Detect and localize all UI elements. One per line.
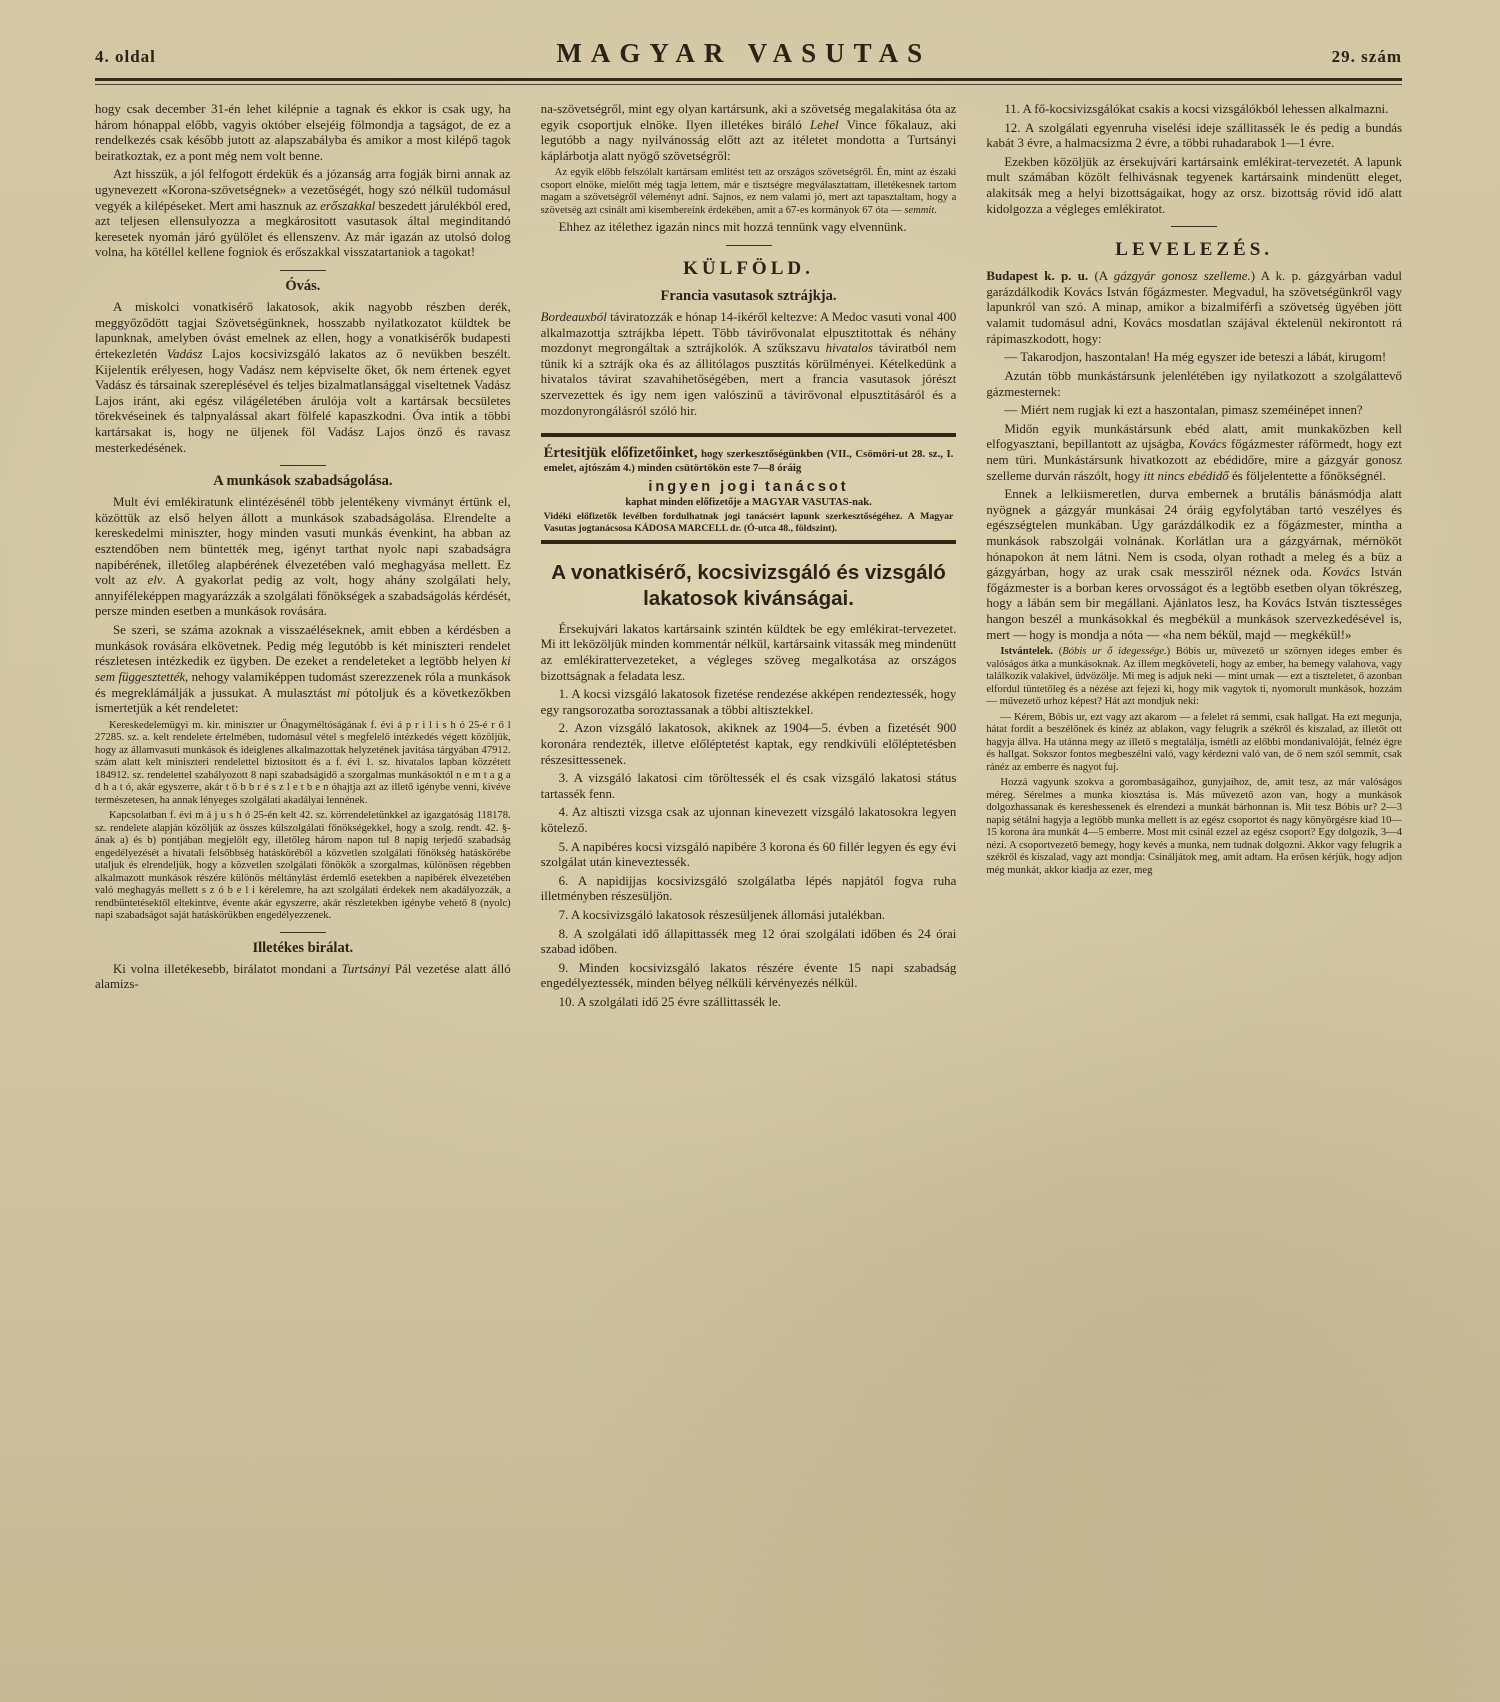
article-heading: Óvás. [285,278,321,295]
section-divider [280,270,326,271]
fine-print-paragraph: Kapcsolatban f. évi m á j u s h ó 25-én kelt 42. sz. körrendeletünkkel az igazgatóság 118178. sz. rendelete alapján közöljük az összes külszolgálati főnökségekkel, hogy a szolg. rendt. 42. §-ának a) és b) pontjában megjelölt egy, illetőleg három napon tul 8 napig terjedő szabadság engedélyezését a hivatali felsőbbség hatásköréből a közvetlen szolgálati főnökség hatáskörébe utaljuk és elrendeljük, hogy a közvetlen szolgálati főnökök a szorgalmas, különösen régebben alkalmazott munkások részére különös méltánylást érdemlő esetekben a napibérek élvezetében való meghagyás mellett s z ó b e l i kérelemre, ha azt szolgálati érdekek nem akadályozzák, a rendbüntetésektől eltekintve, évente akár egyszerre, akár részletekben igénybe vehető 8 (nyolc) napi szabadságot saját hatáskörükben engedélyezzenek. [95,810,511,922]
paragraph: — Takarodjon, haszontalan! Ha még egyszer ide beteszi a lábát, kirugom! [1004,350,1387,365]
paragraph: Ehhez az itélethez igazán nincs mit hozzá tennünk vagy elvennünk. [558,220,907,235]
header-rule-thin [95,84,1402,85]
notice-text: Értesitjük előfizetőinket, hogy szerkesztőségünkben (VII., Csömöri-ut 28. sz., I. emelet, ajtószám 4.) minden csütörtökön este 7—8 óráig [543,445,954,475]
paragraph: 5. A napibéres kocsi vizsgáló napibére 3 korona és 60 fillér legyen és egy évi szolgálat után kineveztessék. [540,839,957,870]
column-middle [541,102,957,1680]
masthead-title: MAGYAR VASUTAS [556,38,932,68]
header-rule-thick [95,78,1402,81]
paragraph: Budapest k. p. u. (A gázgyár gonosz szelleme.) A k. p. gázgyárban vadul garázdálkodik Kovács István főgázmester. Megvadul, ha szövetségünkről vagy lapunkról van szó. A minap, amikor a bizalmiférfi a szövetség ügyében jött valamit tudomásul adni, Kovács mosdatlan szájával éktelenül nekirontott rá rápimaszkodott, hogy: [986,269,1402,346]
fine-print-paragraph: Hozzá vagyunk szokva a gorombaságaihoz, gunyjaihoz, de, amit tesz, az már valóságos méreg. Sérelmes a munka kiosztása is. Más művezető azon van, hogy a munkások dolgozhassanak és kereshessenek és elrendezi a munkát bárhonnan is. Mit tesz Bóbis ur? 2—3 napig sétálni hagyja a legtöbb munka mellett is az egész csoportot és nagy könyörgésre kiad 10—15 korona ára munkát 4—5 emberre. Most mit csinál ezzel az egész csoport? Egy dolgozik, 3—4 nézi. A csoportvezető bemegy, hogy kevés a munka, nem tudnak dolgozni. Akkor vagy felugrik a székről és kiszalad, vagy azt mondja: Csináljátok meg, amit adtam. Ha erősen kérjük, hogy adjon még munkát, akkor kiadja az ezer, meg [986,777,1402,876]
fine-print-paragraph: Istvántelek. (Bóbis ur ő idegessége.) Bóbis ur, müvezető ur szörnyen ideges ember és valóságos átka a munkásoknak. Az illem megköveteli, hogy az ember, ha bemegy valahova, vagy találkozik valakivel, üdvözölje. Mi meg is adjuk neki — mint urnak — ezt a tiszteletet, ő azonban elfordul tüntetőleg és a nézése azt fejezi ki, hogy mik vagytok ti, nyomorult munkások, hozzám — művezető urhoz képest? Hát azt mondjuk neki: [986,646,1402,708]
paragraph: Érsekujvári lakatos kartársaink szintén küldtek be egy emlékirat-tervezetet. Mi itt leközöljük minden kommentár nélkül, kartársaink vitassák meg mindenütt az emlékirattervezeteket, a végleges szöveg megalkotása az országos bizottságnak a feladata lesz. [540,621,957,683]
section-divider [726,245,772,246]
page-number: 4. oldal [95,47,156,66]
column-left [95,102,511,1680]
article-heading: A vonatkisérő, kocsivizsgáló és vizsgáló lakatosok kivánságai. [551,561,946,611]
paragraph: Bordeauxból táviratozzák e hónap 14-ikéről keltezve: A Medoc vasuti vonal 400 alkalmazottja sztrájkba lépett. Több távirővonalat elpusztitottak és néhány mozdonyt megrongáltak a sztrájkolók. A szűkszavu hivatalos táviratból nem tünik ki a sztrájk oka és az állitólagos pusztitás körülményei. Kételkedünk a hivatalos távirat szavahihetőségében, mert a francia vasutasok jórészt szervezettek és igy nem igen valószinű a távirővonal elpusztitásáról és a mozdonyrongálásról szóló hir. [540,310,957,418]
paragraph: Ezekben közöljük az érsekujvári kartársaink emlékirat-tervezetét. A lapunk mult számában közölt felhivásnak tegyenek kartársaink mindenütt eleget, alakitsák meg a helyi bizottságaikat, hogy az orsz. bizottság rövid idő alatt kidolgozza a végleges emlékiratot. [986,154,1402,216]
section-divider [280,932,326,933]
article-columns [95,102,1402,1680]
issue-number: 29. szám [1331,47,1402,66]
article-heading: A munkások szabadságolása. [213,473,393,490]
section-heading: KÜLFÖLD. [683,258,814,280]
paragraph: Azután több munkástársunk jelenlétében igy nyilatkozott a szolgálattevő gázmesternek: [986,368,1402,399]
fine-print-paragraph: Kereskedelemügyi m. kir. miniszter ur Őnagyméltóságának f. évi á p r i l i s h ó 25-é r ő l 27285. sz. a. kelt rendelete értelmében, tudomásul vétel s megfelelő intézkedés végett közöljük, hogy az államvasuti munkások és ideiglenes alkalmazottak helyzetének javitása tárgyában 47912. szám alatt kelt miniszteri rendelettel biztositott és a f. évi 1. sz. hivatalos lapban közzétett 184912. sz. rendelettel szabályozott 8 napi szabadságidő a szorgalmas munkásoktól n e m t a g a d h a t ó, akár egyszerre, akár t ö b b r é s z l e t b e n óhajtja azt az illető igénybe venni, kivéve természetesen, ha annak lényeges szolgálati akadályai lennének. [95,719,511,806]
notice-title: ingyen jogi tanácsot [648,478,849,495]
article-heading: Illetékes birálat. [252,939,354,956]
page-header [95,38,1402,69]
paragraph: hogy csak december 31-én lehet kilépnie a tagnak és ekkor is csak ugy, ha három hónappal előbb, vagyis október elsejéig fölmondja a tagságot, de ez a rendelkezés csak később jutott az alapszabályba és amikor a most kilépő tagok beiratkoztak, ez a pont még nem volt benne. [95,102,511,163]
article-heading: Francia vasutasok sztrájkja. [660,288,837,305]
section-divider [1171,226,1217,227]
paragraph: 12. A szolgálati egyenruha viselési ideje szállitassék le és pedig a bundás kabát 3 évre, a halmacsizma 2 évre, a többi ruhadarabok 1—1 évre. [986,120,1402,151]
paragraph: Midőn egyik munkástársunk ebéd alatt, amit munkaközben kell elfogyasztani, bepillantott az ujságba, Kovács főgázmester ráförmedt, hogy ezt nem türi. Munkástársunk hivatkozott az ebédidőre, mire a gázgyár gonosz szelleme durván rászólt, hogy itt nincs ebédidő és följelentette a főnökségnél. [986,421,1402,483]
paragraph: 8. A szolgálati idő állapittassék meg 12 órai szolgálati időben és 24 órai szabad időben. [540,926,957,957]
paragraph: 1. A kocsi vizsgáló lakatosok fizetése rendezése akképen rendeztessék, hogy egy rangsorozatba soroztassanak a többi altisztekkel. [540,687,957,717]
paragraph: — Miért nem rugjak ki ezt a haszontalan, pimasz szeméinépet innen? [1004,403,1363,418]
paragraph: 3. A vizsgáló lakatosi cim töröltessék el és csak vizsgáló lakatosi státus tartassék fenn. [540,771,957,801]
notice-text: Vidéki előfizetők levélben fordulhatnak jogi tanácsért lapunk szerkesztőségéhez. A Magyar Vasutas jogtanácsosa KÁDOSA MARCELL dr. (Ó-utca 48., földszint). [543,510,954,534]
paragraph: 11. A fő-kocsivizsgálókat csakis a kocsi vizsgálókból lehessen alkalmazni. [1004,102,1389,116]
paragraph: 7. A kocsivizsgáló lakatosok részesüljenek állomási jutalékban. [558,908,886,923]
paragraph: A miskolci vonatkisérő lakatosok, akik nagyobb részben derék, meggyőződött tagjai Szövetségünknek, hosszabb nyilatkozatot küldtek be lapunknak, amelyben óvást emelnek az ellen, hogy a vonatkisérők budapesti értekezletén Vadász Lajos kocsivizsgáló lakatos az ő nevükben beszélt. Kijelentik erélyesen, hogy Vadász nem képviselte őket, ők nem értenek egyet Vadász és társainak szereplésével és teljes bizalmatlansággal viseltetnek Vadász Lajos iránt, aki egész világéletében árulója volt a kartársak becsületes törekvéseinek és talpnyalással akart fölfelé kapaszkodni. Óva intik a többi kartársakat is, hogy ne üljenek föl Vadász Lajos önző és ravasz mesterkedésének. [95,300,511,455]
fine-print-paragraph: — Kérem, Bóbis ur, ezt vagy azt akarom — a felelet rá semmi, csak hallgat. Ha ezt megunja, hátat fordit a beszélőnek és kinéz az ablakon, vagy felugrik a székről és kiszalad, az illetőt ott hagyja állva. Ha utánna megy az illető s megtalálja, ismétli az előbbi mondanivalóját, felnéz égre és hallgat. Sokszor fontos megbeszélni való, vagy kérdezni való van, de ő nem szól semmit, csak ránéz az emberre és nagyot fuj. [986,711,1402,773]
paragraph: 9. Minden kocsivizsgáló lakatos részére évente 15 napi szabadság engedélyeztessék, minden bélyeg nélküli kérvényezés nélkül. [540,960,957,991]
paragraph: Mult évi emlékiratunk elintézésénél több jelentékeny vivmányt értünk el, közöttük az első helyen állott a munkások szabadságolása. Elrendelte a kereskedelmi miniszter, hogy minden vasuti munkás évenkint, ha abban az esztendőben nem büntették meg, igényt tarthat nyolc napi szabadságra napibérének, illetőleg alapbérének élvezetében való meghagyása mellett. Ez volt az elv. A gyakorlat pedig az volt, hogy ahány szolgálati hely, annyiféleképpen magyarázzák a szolgálati főnökségek a szabadságolás kérdését, persze minden esetben a munkások rovására. [95,495,511,619]
paragraph: Ennek a lelkiismeretlen, durva embernek a brutális bánásmódja alatt nyögnek a gázgyár munkásai 24 óráig egyfolytában tartó veszélyes és egészségtelen munkában. Ugy garázdálkodik ez a főgázmester, mintha a munkások rabszolgái volnának. Korlátlan ura a gázgyárnak, mérnököt hónapokon át nem látni. Nem is csoda, olyan rothadt a meleg és a büz a gázgyárban, hogy az urak csak messziről néznek oda. Kovács István főgázmester is a borban keres orvosságot és a legtöbb esetben olyan tökrészeg, hogy a lábán sem bir megállani. Ajánlatos lesz, ha Kovács István tisztességes hangon beszél a munkásokkal és megbékül a munkások szervezkedésével is, mert — hogy is mondja a nóta — «ha nem békül, majd — megkékül!» [986,487,1402,642]
notice-text: kaphat minden előfizetője a MAGYAR VASUTAS-nak. [625,496,872,508]
section-heading: LEVELEZÉS. [1115,239,1274,261]
paragraph: na-szövetségről, mint egy olyan kartársunk, aki a szövetség megalakitása óta az egyik csoportjuk elnöke. Ilyen illetékes biráló Lehel Vince főkalauz, aki legutóbb a nagy nyilvánosság előtt azt az itéletet mondotta a Turtsányi káplárbotja alatt nyögő szövetségről: [540,102,957,163]
paragraph: 4. Az altiszti vizsga csak az ujonnan kinevezett vizsgáló lakatosokra legyen kötelező. [540,805,957,835]
paragraph: 2. Azon vizsgáló lakatosok, akiknek az 1904—5. évben a fizetését 900 koronára rendezték, illetve előléptetést kaptak, egy rendkivüli előléptetésben részesittessenek. [540,721,957,767]
paragraph: Se szeri, se száma azoknak a visszaéléseknek, amit ebben a kérdésben a munkások rovására elkövetnek. Pedig még legutóbb is két miniszteri rendelet részletesen intézkedik ez ügyben. De ezeket a rendeleteket a legtöbb helyen ki sem függesztették, nehogy valamiképpen tudomást szerezzenek róla a munkások és megreklámálják a jussukat. A mulasztást mi pótoljuk és a következőkben ismertetjük a két rendeletet: [95,623,511,716]
fine-print-paragraph: Az egyik előbb felszólalt kartársam emlitést tett az országos szövetségről. Én, mint az északi csoport elnöke, mielőtt még tagja lettem, már e tisztségre megválasztattam, illetékesnek tartom magam a szövetségről véleményt adni. Sajnos, ez nem valami jó, mert azt tapasztaltam, hogy a szövetség azt csinált ami kisembereink érdekében, amit a 67-es kormányok 67 óta — semmit. [540,167,957,216]
subscriber-notice-box [541,433,957,544]
paragraph: Ki volna illetékesebb, birálatot mondani a Turtsányi Pál vezetése alatt álló alamizs- [95,961,511,992]
paragraph: 10. A szolgálati idő 25 évre szállittassék le. [558,995,781,1010]
column-right [986,102,1402,1680]
paragraph: 6. A napidijjas kocsivizsgáló szolgálatba lépés napjától fogva ruha illetményben részesüljön. [540,873,957,904]
paragraph: Azt hisszük, a jól felfogott érdekük és a józanság arra fogják birni annak az ugynevezett «Korona-szövetségnek» a vezetőségét, hogy szó nélkül tudomásul vegyék a kilépéseket. Mert ami hasznuk az erőszakkal beszedett járulékból ered, azt teljesen ellensulyozza a megkárositott vasutasok által meginditandó keresetek nyomán járó gyülölet és ellenszenv. Az már igazán az utolsó dolog volna, ha kötéllel kellene fogniok és erőszakkal visszatartaniok a tagokat! [95,167,511,260]
section-divider [280,465,326,466]
